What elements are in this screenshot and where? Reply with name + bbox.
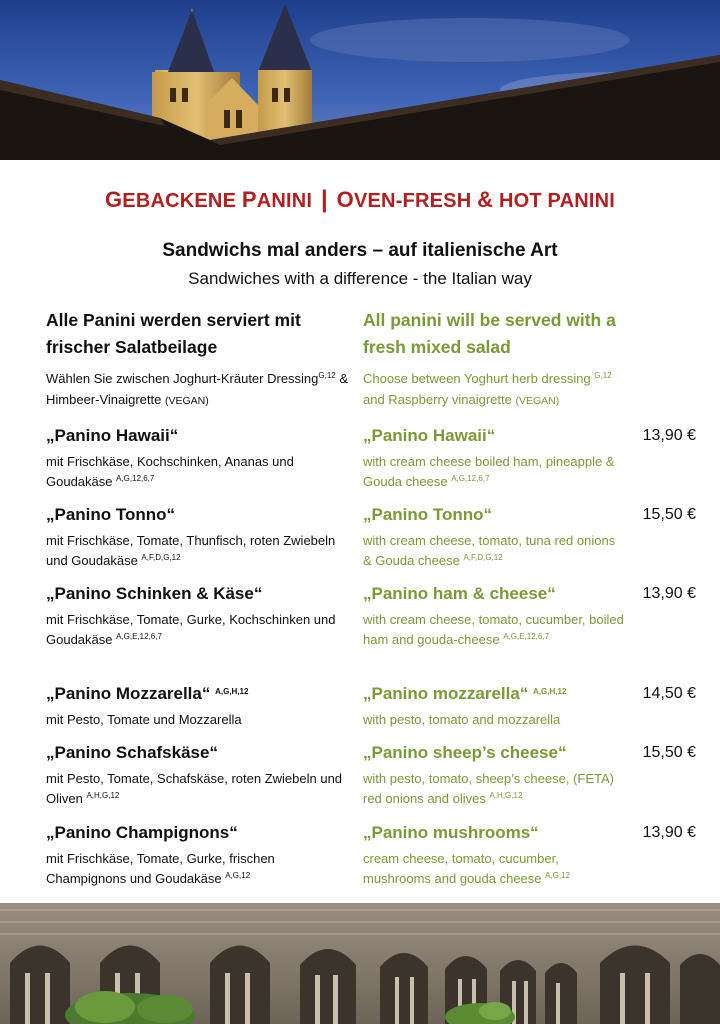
- item-price: 13,90 €: [642, 824, 696, 841]
- item-name-german: „Panino Mozzarella“ $^{A,G,H,12}$: [46, 684, 249, 703]
- subtitle-english: Sandwiches with a difference - the Italian way: [188, 269, 532, 288]
- item-description-english: cream cheese, tomato, cucumber, mushrooms and gouda cheese $^{A,G,12}$: [363, 851, 571, 886]
- item-price: 14,50 €: [642, 685, 696, 702]
- menu-section-title: GEBACKENE PANINI | OVEN-FRESH & HOT PANINI: [104, 186, 616, 213]
- item-description-english: with cream cheese, tomato, cucumber, boiled ham and gouda-cheese $^{A,G,E,12,6,7}$: [363, 612, 624, 647]
- subtitle-german: Sandwichs mal anders – auf italienische Art: [162, 240, 558, 261]
- intro-english: All panini will be served with a fresh mixed salad: [363, 310, 616, 357]
- dressing-choice-german: Wählen Sie zwischen Joghurt-Kräuter Dressing$^{G,12}$ & Himbeer-Vinaigrette (VEGAN): [46, 371, 349, 407]
- item-description-english: with pesto, tomato, sheep’s cheese, (FETA) red onions and olives $^{A,H,G,12}$: [363, 771, 614, 806]
- item-name-english: „Panino mozzarella“ $^{A,G,H,12}$: [363, 684, 567, 703]
- item-price: 13,90 €: [642, 427, 696, 444]
- item-description-german: mit Pesto, Tomate und Mozzarella: [46, 712, 242, 727]
- item-name-german: „Panino Schinken & Käse“: [46, 584, 263, 603]
- item-name-german: „Panino Tonno“: [46, 505, 176, 524]
- item-price: 15,50 €: [642, 506, 696, 523]
- item-description-german: mit Frischkäse, Tomate, Gurke, frischen Champignons und Goudakäse $^{A,G,12}$: [46, 851, 275, 886]
- dressing-choice-english: Choose between Yoghurt herb dressing $^{G,12}$ and Raspberry vinaigrette (VEGAN): [363, 371, 612, 407]
- header-photo-church: [0, 0, 720, 160]
- item-price: 13,90 €: [642, 585, 696, 602]
- item-name-german: „Panino Champignons“: [46, 823, 238, 842]
- item-name-english: „Panino Hawaii“: [363, 426, 496, 445]
- intro-german: Alle Panini werden serviert mit frischer Salatbeilage: [46, 310, 301, 357]
- item-description-german: mit Pesto, Tomate, Schafskäse, roten Zwiebeln und Oliven $^{A,H,G,12}$: [46, 771, 343, 806]
- item-description-english: with cream cheese, tomato, tuna red onions & Gouda cheese $^{A,F,D,G,12}$: [363, 533, 616, 568]
- item-name-english: „Panino ham & cheese“: [363, 584, 556, 603]
- item-price: 15,50 €: [642, 744, 696, 761]
- footer-photo-cloister: [0, 903, 720, 1024]
- item-description-german: mit Frischkäse, Tomate, Gurke, Kochschinken und Goudakäse $^{A,G,E,12,6,7}$: [46, 612, 336, 647]
- item-name-english: „Panino mushrooms“: [363, 823, 539, 842]
- item-description-german: mit Frischkäse, Tomate, Thunfisch, roten Zwiebeln und Goudakäse $^{A,F,D,G,12}$: [46, 533, 336, 568]
- item-name-german: „Panino Schafskäse“: [46, 743, 218, 762]
- item-description-german: mit Frischkäse, Kochschinken, Ananas und Goudakäse $^{A,G,12,6,7}$: [46, 454, 294, 489]
- item-name-english: „Panino Tonno“: [363, 505, 493, 524]
- item-description-english: with pesto, tomato and mozzarella: [363, 712, 561, 727]
- item-name-english: „Panino sheep’s cheese“: [363, 743, 567, 762]
- item-description-english: with cream cheese boiled ham, pineapple & Gouda cheese $^{A,G,12,6,7}$: [363, 454, 615, 489]
- item-name-german: „Panino Hawaii“: [46, 426, 179, 445]
